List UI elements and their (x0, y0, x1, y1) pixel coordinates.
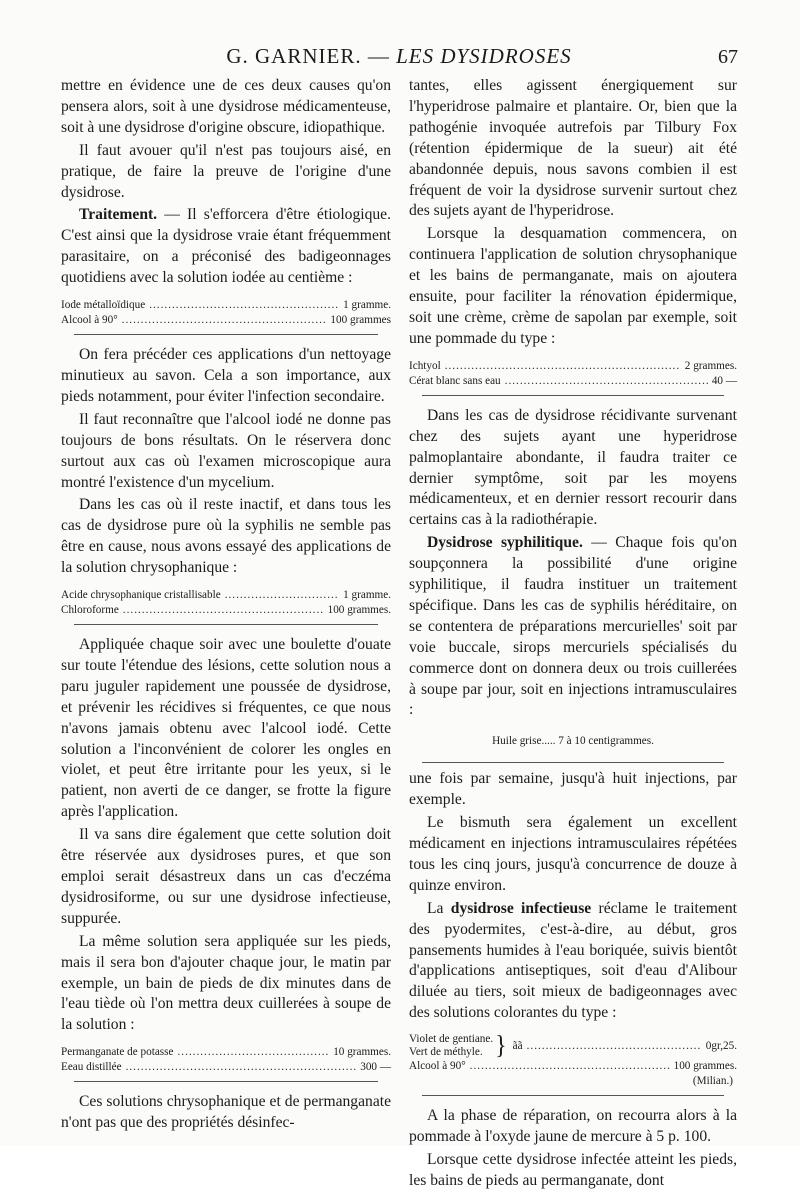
formula-ingredient: Violet de gentiane. (409, 1033, 494, 1046)
paragraph-text: — Chaque fois qu'on soupçonnera la possibilité d'une origine syphilitique, il faudra instituer un traitement spécifique. Dans les cas de syphilis héréditaire, on se contentera de préparations mercurielles' soit par voie buccale, sirops mercuriels spécialisés du commerce dont on donnera deux ou trois cuillerées à soupe par jour, soit en injections intramusculaires : (409, 534, 737, 719)
formula-quantity: 2 grammes. (684, 359, 737, 372)
formula-rule (422, 1095, 724, 1096)
formula-quantity: 0gr,25. (705, 1039, 737, 1052)
formula-line (61, 1060, 391, 1075)
formula-ingredient: Permanganate de potasse (61, 1046, 174, 1059)
paragraph: Dans les cas de dysidrose récidivante survenant chez des sujets ayant une hyperidrose palmoplantaire abondante, il faudra traiter ce dernier symptôme, soit par les moyens médicamenteux, et en dernier ressort recourir dans certains cas à la radiothérapie. (409, 406, 737, 529)
formula-brace-line (409, 1033, 737, 1059)
leader-dots (470, 1059, 670, 1074)
formula-rule (74, 1081, 378, 1082)
formula-quantity: 10 grammes. (333, 1046, 391, 1059)
paragraph: La même solution sera appliquée sur les pieds, mais il sera bon d'ajouter chaque jour, le matin par exemple, un bain de pieds de dix minutes dans de l'eau tiède où l'on mettra deux cuillerées à soupe de la solution : (61, 932, 391, 1034)
formula-ingredient: Eeau distillée (61, 1061, 122, 1074)
formula-huile-grise: Huile grise..... 7 à 10 centigrammes. (492, 735, 654, 748)
formula-colorantes (409, 1033, 737, 1096)
left-column (61, 76, 391, 1136)
formula-rule (74, 334, 378, 335)
formula-line (61, 603, 391, 618)
section-heading: Dysidrose syphilitique. (427, 534, 583, 552)
formula-iode (61, 298, 391, 335)
formula-ingredient: Acide chrysophanique cristallisable (61, 589, 221, 602)
formula-quantity: 100 grammes (330, 314, 391, 327)
formula-ingredient: Iode métalloïdique (61, 299, 146, 312)
page-number: 67 (718, 46, 738, 68)
formula-line (61, 1045, 391, 1060)
leader-dots (527, 1040, 702, 1053)
leader-dots (126, 1060, 357, 1075)
formula-line (409, 359, 737, 374)
paragraph: Appliquée chaque soir avec une boulette d'ouate sur toute l'étendue des lésions, cette solution nous a paru juguler rapidement une poussée de dysidrose, et prévenir les récidives si fréquentes, ce que nous n'avons jamais obtenu avec l'alcool iodé. Cette solution a l'inconvénient de colorer les ongles en violet, et peut être irritante pour les yeux, si le patient, non averti de ce danger, se frotte la figure après l'application. (61, 636, 391, 821)
paragraph: Lorsque cette dysidrose infectée atteint les pieds, les bains de pieds au permanganate, dont (409, 1150, 737, 1189)
running-head (60, 44, 738, 69)
paragraph: une fois par semaine, jusqu'à huit injections, par exemple. (409, 770, 737, 809)
paragraph: A la phase de réparation, on recourra alors à la pommade à l'oxyde jaune de mercure à 5 p. 100. (409, 1107, 737, 1146)
paragraph: Il faut avouer qu'il n'est pas toujours aisé, en pratique, de faire la preuve de l'origine d'une dysidrose. (61, 141, 391, 201)
formula-permanganate (61, 1045, 391, 1082)
paragraph: Ces solutions chrysophanique et de permanganate n'ont pas que des propriétés désinfec- (61, 1093, 391, 1132)
paragraph-infectieuse (409, 899, 737, 1024)
leader-dots (149, 298, 339, 313)
formula-quantity: 100 grammes. (673, 1060, 737, 1073)
paragraph: Le bismuth sera également un excellent médicament en injections intramusculaires répétées tous les cinq jours, jusqu'à concurrence de douze à quinze environ. (409, 814, 737, 894)
running-head-author: G. GARNIER. (226, 44, 362, 68)
formula-brace-names (409, 1033, 493, 1059)
formula-quantity: 100 grammes. (327, 604, 391, 617)
formula-ichtyol (409, 359, 737, 396)
paragraph: tantes, elles agissent énergiquement sur l'hyperidrose palmaire et plantaire. Or, bien que la pathogénie invoquée autrefois par Tilbury Fox (rétention épidermique de la sueur) ait été abandonnée depuis, nous savons combien il est fréquent de voir la dysidrose survenir surtout chez des sujets ayant de l'hyperidrose. (409, 77, 737, 220)
formula-line (61, 298, 391, 313)
formula-quantity: 40 — (711, 374, 737, 387)
formula-ingredient: Vert de méthyle. (409, 1046, 483, 1059)
formula-ingredient: Alcool à 90° (61, 314, 118, 327)
formula-aa: ãã (512, 1039, 523, 1052)
paragraph: Dans les cas où il reste inactif, et dans tous les cas de dysidrose pure où la syphilis ne semble pas être en cause, nous avons essayé des applications de la solution chrysophanique : (61, 496, 391, 577)
page-header (60, 44, 738, 72)
leader-dots (445, 359, 681, 374)
section-heading: dysidrose infectieuse (450, 899, 592, 917)
leader-dots (505, 374, 708, 389)
leader-dots (122, 313, 327, 328)
formula-ingredient: Chloroforme (61, 604, 119, 617)
brace-symbol: } (495, 1031, 507, 1061)
formula-chrysophanique (61, 588, 391, 625)
leader-dots (177, 1045, 329, 1060)
formula-quantity: 1 gramme. (343, 589, 391, 602)
paragraph: On fera précéder ces applications d'un nettoyage minutieux au savon. Cela a son importance, aux pieds notamment, pour éviter l'infection secondaire. (61, 346, 391, 405)
formula-line (61, 313, 391, 328)
paragraph-syphilitique (409, 533, 737, 721)
leader-dots (225, 588, 339, 603)
formula-quantity: 300 — (360, 1061, 391, 1074)
paragraph-text: — Il s'efforcera d'être étiologique. C'est ainsi que la dysidrose vraie étant fréquemment parasitaire, on a préconisé des badigeonnages quotidiens avec la solution iodée au centième : (61, 206, 391, 287)
formula-ingredient: Cérat blanc sans eau (409, 374, 501, 387)
running-head-title: LES DYSIDROSES (396, 44, 572, 68)
formula-ingredient: Ichtyol (409, 359, 441, 372)
formula-rule (74, 624, 378, 625)
formula-line (409, 1059, 737, 1074)
formula-line (409, 374, 737, 389)
leader-dots (123, 603, 324, 618)
paragraph: Il va sans dire également que cette solution doit être réservée aux dysidroses pures, et que son emploi serait désastreux dans un cas d'eczéma dysidrosiforme, ou sur une dysidrose infectieuse, suppurée. (61, 826, 391, 927)
running-head-dash: — (367, 44, 390, 68)
paragraph: mettre en évidence une de ces deux causes qu'on pensera alors, soit à une dysidrose médicamenteuse, soit à une dysidrose d'origine obscure, idiopathique. (61, 77, 391, 136)
formula-rule (422, 395, 724, 396)
formula-quantity: 1 gramme. (343, 299, 391, 312)
right-column (409, 76, 737, 1194)
section-heading: Traitement. (79, 206, 158, 224)
paragraph-traitement (61, 205, 391, 289)
formula-line (61, 588, 391, 603)
paragraph-text: réclame le traitement des pyodermites, c'est-à-dire, au début, gros pansements humides à l'eau boriquée, suivis bientôt d'applications antiseptiques, soit d'eau d'Alibour diluée au tiers, soit mieux de badigeonnages avec des solutions colorantes du type : (409, 899, 737, 1022)
formula-ingredient: Alcool à 90° (409, 1060, 466, 1073)
formula-citation: (Milian.) (692, 1075, 733, 1088)
paragraph: Il faut reconnaître que l'alcool iodé ne donne pas toujours de bons résultats. On le réservera donc surtout aux cas où l'examen microscopique aura montré l'existence d'un mycelium. (61, 410, 391, 491)
paragraph-text: La (427, 899, 451, 917)
formula-rule (422, 762, 724, 763)
paragraph: Lorsque la desquamation commencera, on continuera l'application de solution chrysophanique et les bains de permanganate, mais on ajoutera ensuite, pour faciliter la rénovation épidermique, soit une crème, crème de sapolan par exemple, soit une pommade du type : (409, 225, 737, 347)
